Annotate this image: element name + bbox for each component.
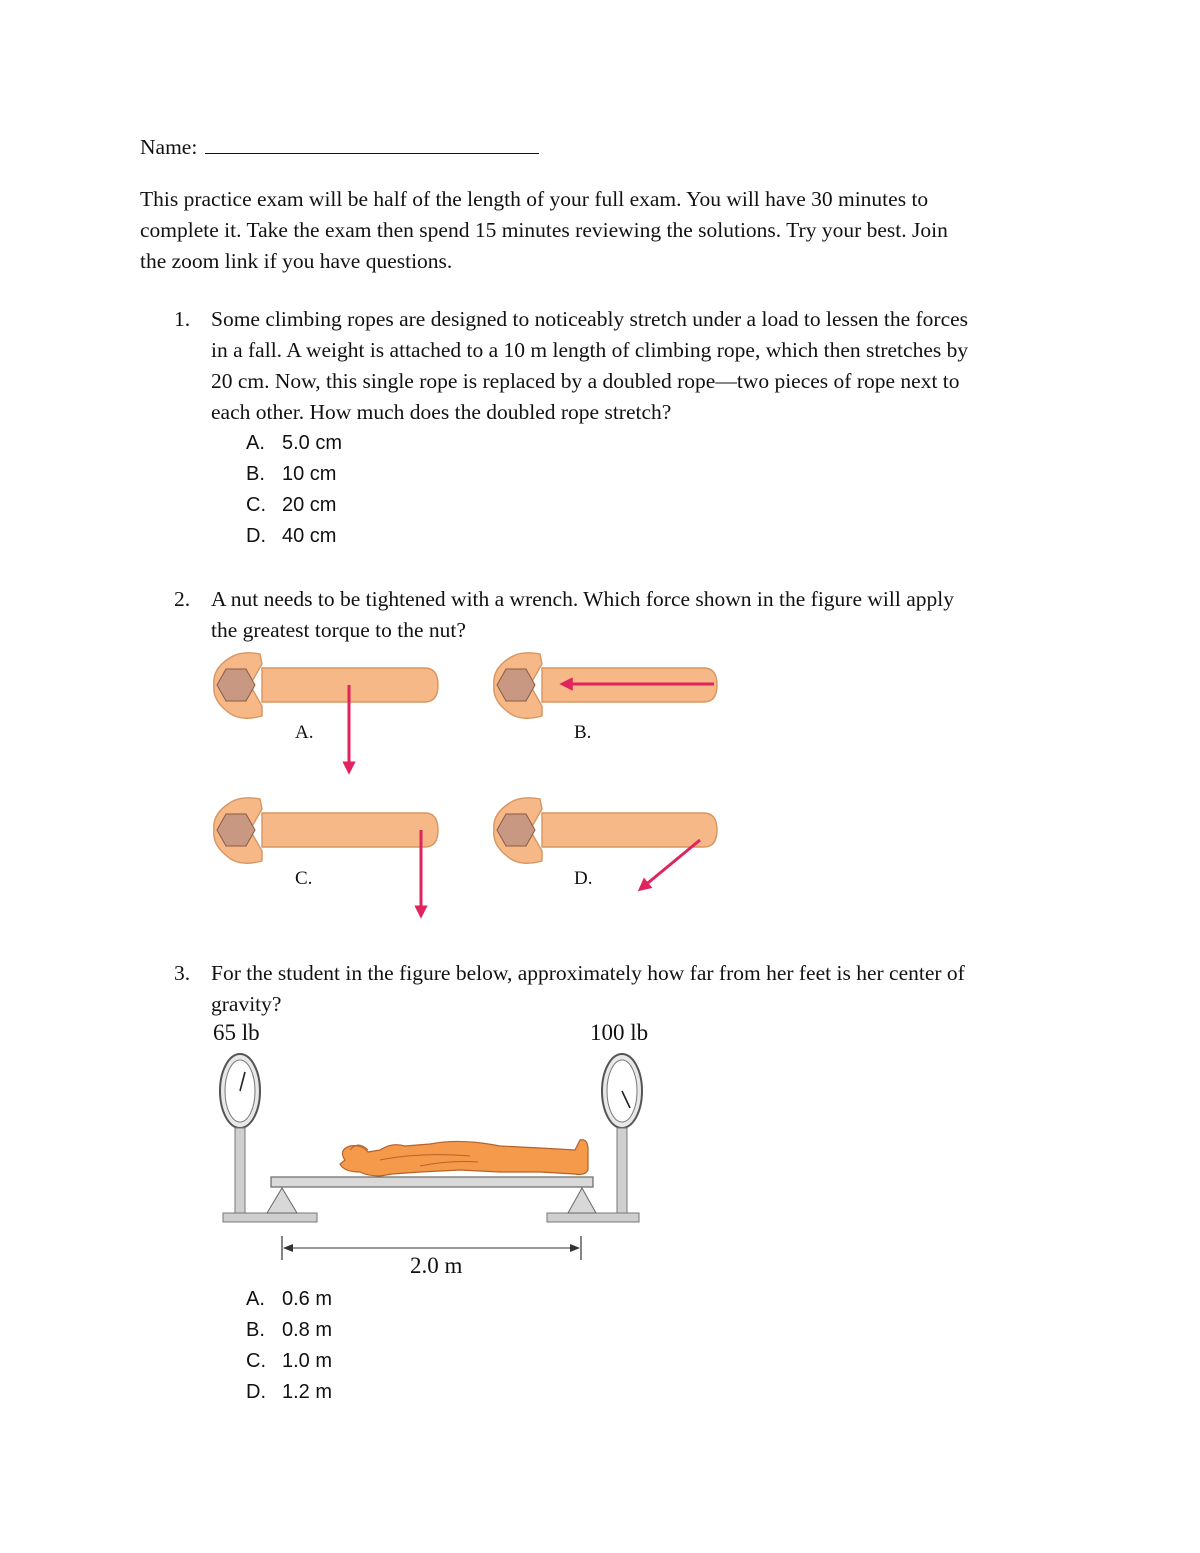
intro-line-3: the zoom link if you have questions.: [140, 249, 453, 273]
option-letter: D.: [246, 525, 266, 547]
student-lying: [340, 1140, 588, 1176]
option-letter: C.: [246, 1350, 266, 1372]
wrench-label-a: A.: [295, 722, 314, 743]
option-text: 20 cm: [282, 494, 337, 516]
question-3-number: 3.: [174, 961, 191, 985]
question-2-line-1: A nut needs to be tightened with a wrench. Which force shown in the figure will apply: [211, 587, 954, 611]
option-text: 0.8 m: [282, 1319, 333, 1341]
intro-line-2: complete it. Take the exam then spend 15 minutes reviewing the solutions. Try your best. Join: [140, 218, 948, 242]
question-3-option-b[interactable]: [246, 1315, 332, 1346]
name-label: Name:: [140, 135, 198, 159]
option-letter: A.: [246, 1288, 265, 1310]
left-scale: [220, 1054, 317, 1222]
question-1-number: 1.: [174, 307, 191, 331]
question-1-line-1: Some climbing ropes are designed to noticeably stretch under a load to lessen the forces: [211, 307, 969, 331]
question-2-number: 2.: [174, 587, 191, 611]
option-letter: B.: [246, 463, 265, 485]
option-text: 40 cm: [282, 525, 337, 547]
option-text: 10 cm: [282, 463, 337, 485]
option-letter: D.: [246, 1381, 266, 1403]
right-scale: [547, 1054, 642, 1222]
question-1-line-3: 20 cm. Now, this single rope is replaced by a doubled rope—two pieces of rope next to: [211, 369, 960, 393]
question-3-option-a[interactable]: [246, 1284, 332, 1315]
intro-line-1: This practice exam will be half of the length of your full exam. You will have 30 minutes to: [140, 187, 929, 211]
wrench-label-c: C.: [295, 868, 313, 889]
distance-label: 2.0 m: [410, 1253, 463, 1278]
option-text: 5.0 cm: [282, 432, 343, 454]
option-text: 1.0 m: [282, 1350, 333, 1372]
question-3-line-2: gravity?: [211, 992, 282, 1016]
option-text: 1.2 m: [282, 1381, 333, 1403]
question-3-option-c[interactable]: [246, 1346, 332, 1377]
option-letter: C.: [246, 494, 266, 516]
question-2-line-2: the greatest torque to the nut?: [211, 618, 466, 642]
option-text: 0.6 m: [282, 1288, 333, 1310]
left-scale-reading: 65 lb: [213, 1020, 260, 1045]
question-3-option-d[interactable]: [246, 1377, 332, 1408]
right-scale-reading: 100 lb: [590, 1020, 649, 1045]
option-letter: A.: [246, 432, 265, 454]
option-letter: B.: [246, 1319, 265, 1341]
question-1-line-4: each other. How much does the doubled rope stretch?: [211, 400, 672, 424]
wrench-label-b: B.: [574, 722, 592, 743]
board: [271, 1177, 593, 1187]
question-1-line-2: in a fall. A weight is attached to a 10 m length of climbing rope, which then stretches by: [211, 338, 969, 362]
wrench-label-d: D.: [574, 868, 593, 889]
question-3-line-1: For the student in the figure below, approximately how far from her feet is her center of: [211, 961, 965, 985]
